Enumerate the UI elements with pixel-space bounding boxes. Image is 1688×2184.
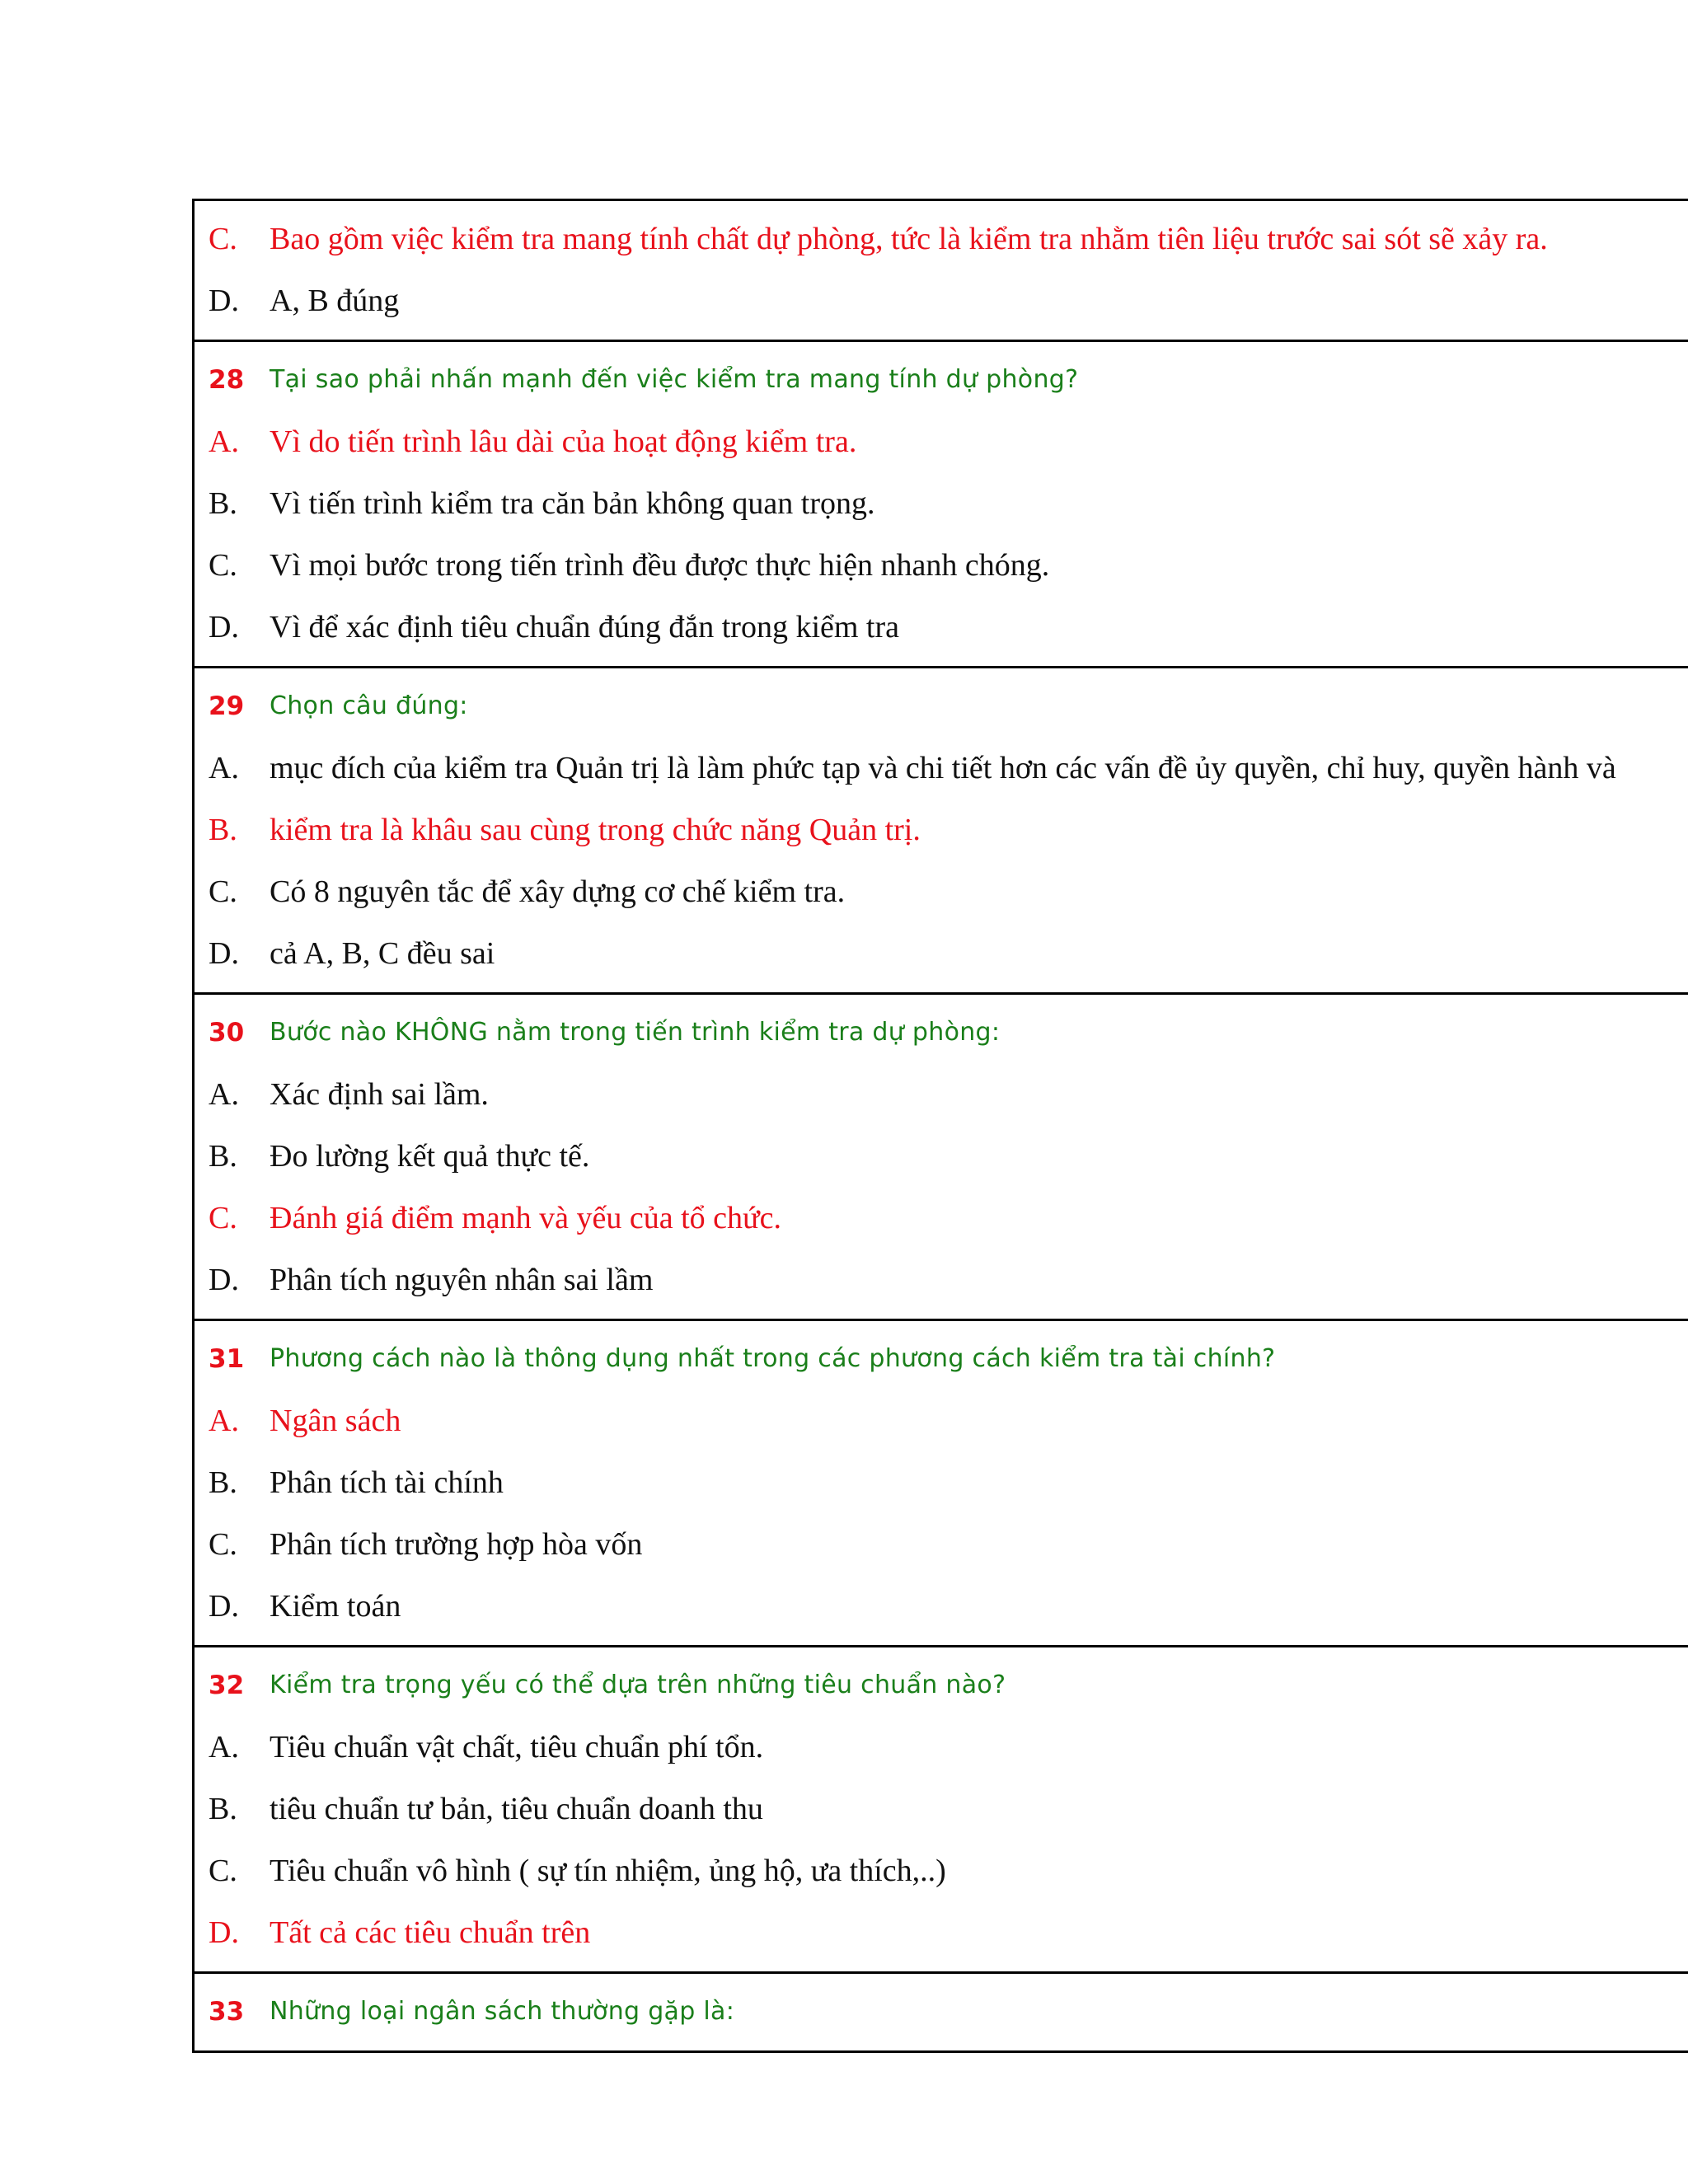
option-letter: C.: [209, 221, 237, 256]
option-c: [195, 860, 1688, 922]
question-block-28: [195, 342, 1688, 668]
option-text: Ngân sách: [270, 1403, 401, 1438]
option-b: [195, 472, 1688, 534]
option-letter: A.: [209, 1729, 239, 1765]
question-text: Phương cách nào là thông dụng nhất trong các phương cách kiểm tra tài chính?: [270, 1344, 1276, 1373]
question-block-29: [195, 668, 1688, 995]
question-row: [195, 1980, 1688, 2042]
option-letter: C.: [209, 547, 237, 583]
option-letter: C.: [209, 1200, 237, 1235]
question-number: 32: [209, 1670, 245, 1700]
question-row: [195, 1328, 1688, 1390]
option-text: mục đích của kiểm tra Quản trị là làm phức tạp và chi tiết hơn các vấn đề ủy quyền, chỉ huy, quyền hành và: [270, 750, 1616, 785]
option-d: [195, 1901, 1688, 1963]
option-letter: D.: [209, 935, 239, 971]
question-text: Bước nào KHÔNG nằm trong tiến trình kiểm tra dự phòng:: [270, 1018, 1001, 1047]
option-letter: A.: [209, 1403, 239, 1438]
option-c: [195, 1187, 1688, 1249]
option-letter: B.: [209, 485, 237, 521]
option-c: [195, 534, 1688, 596]
option-letter: B.: [209, 1138, 237, 1174]
option-text: Vì mọi bước trong tiến trình đều được thực hiện nhanh chóng.: [270, 547, 1050, 583]
option-text: Phân tích tài chính: [270, 1465, 504, 1500]
option-d: [195, 1249, 1688, 1310]
option-a: [195, 410, 1688, 472]
option-text: Vì để xác định tiêu chuẩn đúng đắn trong kiểm tra: [270, 609, 900, 644]
option-c: [195, 1840, 1688, 1901]
option-letter: C.: [209, 1853, 237, 1888]
option-c: [195, 208, 1688, 269]
option-d: [195, 596, 1688, 658]
option-text: cả A, B, C đều sai: [270, 935, 495, 971]
option-text: tiêu chuẩn tư bản, tiêu chuẩn doanh thu: [270, 1791, 763, 1826]
option-letter: A.: [209, 424, 239, 459]
question-text: Kiểm tra trọng yếu có thể dựa trên những tiêu chuẩn nào?: [270, 1671, 1006, 1699]
option-d: [195, 922, 1688, 984]
option-text: Đánh giá điểm mạnh và yếu của tổ chức.: [270, 1200, 781, 1235]
option-text: Tất cả các tiêu chuẩn trên: [270, 1915, 591, 1950]
option-text: A, B đúng: [270, 283, 400, 318]
option-letter: D.: [209, 1588, 239, 1624]
option-text: Vì do tiến trình lâu dài của hoạt động kiểm tra.: [270, 424, 857, 459]
option-text: Kiểm toán: [270, 1588, 401, 1624]
question-text: Tại sao phải nhấn mạnh đến việc kiểm tra mang tính dự phòng?: [270, 365, 1079, 394]
option-b: [195, 1451, 1688, 1513]
question-block-32: [195, 1647, 1688, 1974]
option-text: Vì tiến trình kiểm tra căn bản không quan trọng.: [270, 485, 875, 521]
option-a: [195, 1716, 1688, 1778]
option-text: Tiêu chuẩn vô hình ( sự tín nhiệm, ủng hộ, ưa thích,..): [270, 1853, 946, 1888]
question-number: 28: [209, 364, 245, 395]
option-letter: A.: [209, 750, 239, 785]
option-text: Phân tích nguyên nhân sai lầm: [270, 1262, 654, 1297]
option-b: [195, 1778, 1688, 1840]
option-text: Đo lường kết quả thực tế.: [270, 1138, 590, 1174]
option-text: Phân tích trường hợp hòa vốn: [270, 1526, 643, 1562]
option-letter: D.: [209, 283, 239, 318]
option-a: [195, 1063, 1688, 1125]
option-letter: A.: [209, 1076, 239, 1112]
question-number: 29: [209, 691, 245, 721]
option-letter: C.: [209, 874, 237, 909]
question-row: [195, 1001, 1688, 1063]
option-letter: C.: [209, 1526, 237, 1562]
option-letter: D.: [209, 1262, 239, 1297]
question-number: 31: [209, 1343, 245, 1374]
question-number: 33: [209, 1996, 245, 2027]
question-row: [195, 349, 1688, 410]
option-b: [195, 1125, 1688, 1187]
option-text: Có 8 nguyên tắc để xây dựng cơ chế kiểm tra.: [270, 874, 846, 909]
option-d: [195, 1575, 1688, 1637]
option-letter: B.: [209, 1791, 237, 1826]
option-text: Xác định sai lầm.: [270, 1076, 489, 1112]
option-text: Tiêu chuẩn vật chất, tiêu chuẩn phí tổn.: [270, 1729, 764, 1765]
option-text: kiểm tra là khâu sau cùng trong chức năng Quản trị.: [270, 812, 921, 847]
question-number: 30: [209, 1017, 245, 1047]
question-block-31: [195, 1321, 1688, 1647]
option-a: [195, 737, 1688, 799]
option-b: [195, 799, 1688, 860]
question-block-27-continued: [195, 201, 1688, 342]
option-letter: B.: [209, 1465, 237, 1500]
option-letter: B.: [209, 812, 237, 847]
question-block-33: [195, 1974, 1688, 2053]
option-d: [195, 269, 1688, 331]
question-row: [195, 1654, 1688, 1716]
question-text: Những loại ngân sách thường gặp là:: [270, 1997, 735, 2026]
question-text: Chọn câu đúng:: [270, 691, 468, 720]
question-row: [195, 675, 1688, 737]
question-block-30: [195, 995, 1688, 1321]
question-sheet: [192, 199, 1688, 2053]
option-letter: D.: [209, 1915, 239, 1950]
option-c: [195, 1513, 1688, 1575]
option-text: Bao gồm việc kiểm tra mang tính chất dự phòng, tức là kiểm tra nhằm tiên liệu trước sai sót sẽ xảy ra.: [270, 221, 1548, 256]
option-letter: D.: [209, 609, 239, 644]
option-a: [195, 1390, 1688, 1451]
